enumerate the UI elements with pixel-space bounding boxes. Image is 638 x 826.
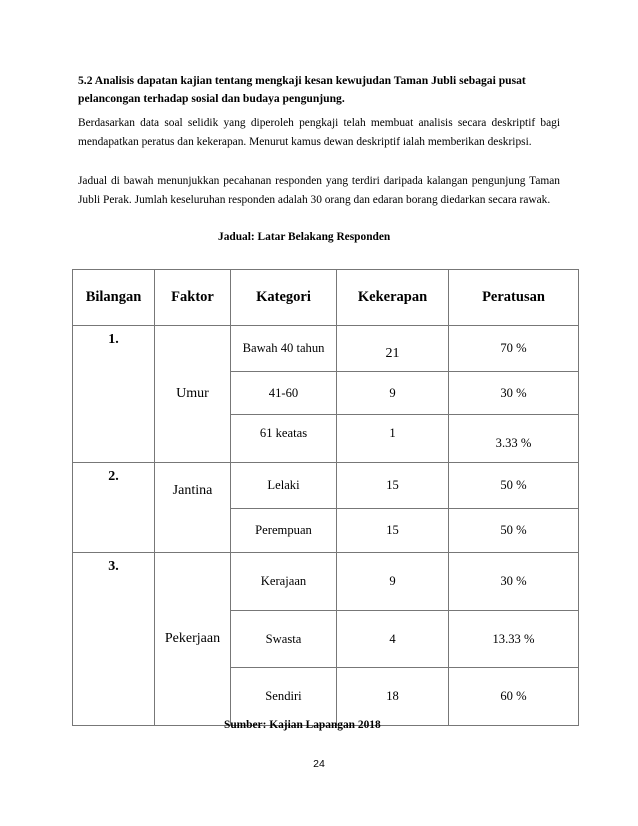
category-cell: Swasta (231, 611, 337, 668)
category-cell: 41-60 (231, 372, 337, 415)
header-kategori: Kategori (231, 270, 337, 326)
percent-cell: 30 % (449, 372, 579, 415)
category-value: 61 keatas (259, 426, 308, 440)
percent-cell: 50 % (449, 509, 579, 553)
category-cell: Lelaki (231, 463, 337, 509)
percent-value: 3.33 % (495, 436, 532, 450)
paragraph-method: Berdasarkan data soal selidik yang diperoleh pengkaji telah membuat analisis secara deskriptif bagi mendapatkan peratus dan kekerapan. Menurut kamus dewan deskriptif ialah memberikan deskripsi. (78, 117, 560, 148)
table-title: Jadual: Latar Belakang Responden (218, 231, 391, 243)
table-row (73, 326, 579, 372)
frequency-cell: 15 (337, 509, 449, 553)
frequency-cell: 9 (337, 553, 449, 611)
percent-cell (449, 415, 579, 463)
percent-cell: 13.33 % (449, 611, 579, 668)
header-kekerapan: Kekerapan (337, 270, 449, 326)
percent-cell: 60 % (449, 668, 579, 726)
paragraph-respondents: Jadual di bawah menunjukkan pecahanan responden yang terdiri daripada kalangan pengunjung Taman Jubli Perak. Jumlah keseluruhan responden adalah 30 orang dan edaran borang diedarkan secara rawak. (78, 175, 560, 206)
group-number: 1. (73, 326, 155, 463)
frequency-cell (337, 415, 449, 463)
header-peratusan: Peratusan (449, 270, 579, 326)
category-cell: Sendiri (231, 668, 337, 726)
percent-cell: 50 % (449, 463, 579, 509)
frequency-cell: 4 (337, 611, 449, 668)
section-heading: 5.2 Analisis dapatan kajian tentang mengkaji kesan kewujudan Taman Jubli sebagai pusat pelancongan terhadap sosial dan budaya pengunjung. (78, 74, 526, 105)
group-number: 2. (73, 463, 155, 553)
category-cell: Kerajaan (231, 553, 337, 611)
header-faktor: Faktor (155, 270, 231, 326)
percent-cell: 30 % (449, 553, 579, 611)
page-number: 24 (313, 758, 325, 770)
group-number: 3. (73, 553, 155, 726)
respondent-table (72, 269, 579, 726)
category-cell: Bawah 40 tahun (231, 326, 337, 372)
percent-cell: 70 % (449, 326, 579, 372)
group-factor: Umur (155, 326, 231, 463)
frequency-cell: 18 (337, 668, 449, 726)
table-header-row (73, 270, 579, 326)
header-bilangan: Bilangan (73, 270, 155, 326)
group-factor: Pekerjaan (155, 553, 231, 726)
frequency-cell: 15 (337, 463, 449, 509)
table-source: Sumber: Kajian Lapangan 2018 (224, 719, 381, 731)
category-cell (231, 415, 337, 463)
category-cell: Perempuan (231, 509, 337, 553)
frequency-value: 21 (385, 345, 400, 361)
group-factor (155, 463, 231, 553)
table-row (73, 463, 579, 509)
table-row (73, 553, 579, 611)
frequency-cell: 9 (337, 372, 449, 415)
frequency-value: 1 (389, 426, 396, 440)
frequency-cell (337, 326, 449, 372)
factor-value: Jantina (172, 483, 213, 498)
